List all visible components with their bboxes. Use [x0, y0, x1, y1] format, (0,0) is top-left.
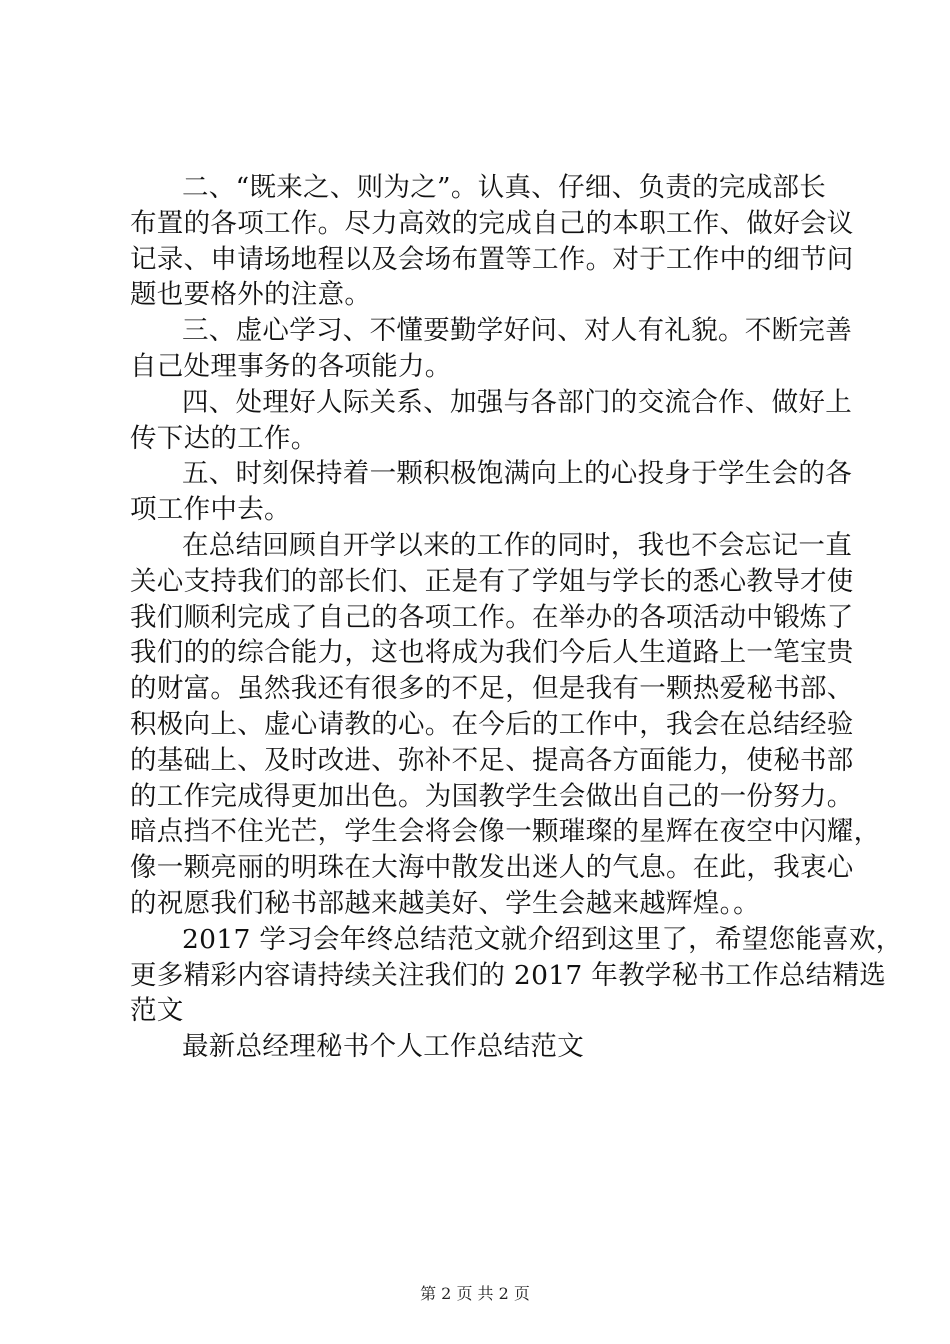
- text-line-21: 的祝愿我们秘书部越来越美好、学生会越来越辉煌。。: [130, 887, 760, 919]
- text-line-13: 我们顺利完成了自己的各项工作。在举办的各项活动中锻炼了: [130, 601, 854, 633]
- text-line-14: 我们的的综合能力，这也将成为我们今后人生道路上一笔宝贵: [130, 637, 854, 669]
- text-line-20: 像一颗亮丽的明珠在大海中散发出迷人的气息。在此，我衷心: [130, 852, 854, 884]
- text-line-24: 范文: [130, 995, 184, 1027]
- text-line-25: 最新总经理秘书个人工作总结范文: [182, 1031, 584, 1063]
- text-line-11: 在总结回顾自开学以来的工作的同时，我也不会忘记一直: [182, 529, 852, 561]
- text-line-19: 暗点挡不住光芒，学生会将会像一颗璀璨的星辉在夜空中闪耀，: [130, 816, 881, 848]
- text-line-7: 四、处理好人际关系、加强与各部门的交流合作、做好上: [182, 386, 852, 418]
- text-line-22: 2017 学习会年终总结范文就介绍到这里了，希望您能喜欢，: [182, 923, 903, 955]
- text-line-6: 自己处理事务的各项能力。: [130, 350, 452, 382]
- text-line-12: 关心支持我们的部长们、正是有了学姐与学长的悉心教导才使: [130, 565, 854, 597]
- page-number-footer: 第 2 页 共 2 页: [420, 1284, 530, 1303]
- text-line-23: 更多精彩内容请持续关注我们的 2017 年教学秘书工作总结精选: [130, 959, 887, 991]
- text-line-1: 二、“既来之、则为之”。认真、仔细、负责的完成部长: [182, 172, 827, 203]
- text-line-2: 布置的各项工作。尽力高效的完成自己的本职工作、做好会议: [130, 207, 854, 239]
- text-line-18: 的工作完成得更加出色。为国教学生会做出自己的一份努力。: [130, 780, 854, 812]
- text-line-3: 记录、申请场地程以及会场布置等工作。对于工作中的细节问: [130, 243, 854, 275]
- text-line-4: 题也要格外的注意。: [130, 279, 372, 311]
- text-line-9: 五、时刻保持着一颗积极饱满向上的心投身于学生会的各: [182, 458, 852, 490]
- text-line-10: 项工作中去。: [130, 494, 291, 526]
- text-line-15: 的财富。虽然我还有很多的不足，但是我有一颗热爱秘书部、: [130, 673, 854, 705]
- document-body: [130, 170, 903, 1065]
- text-line-5: 三、虚心学习、不懂要勤学好问、对人有礼貌。不断完善: [182, 315, 852, 347]
- text-line-16: 积极向上、虚心请教的心。在今后的工作中，我会在总结经验: [130, 708, 854, 740]
- text-line-8: 传下达的工作。: [130, 422, 318, 454]
- text-line-17: 的基础上、及时改进、弥补不足、提高各方面能力，使秘书部: [130, 744, 854, 776]
